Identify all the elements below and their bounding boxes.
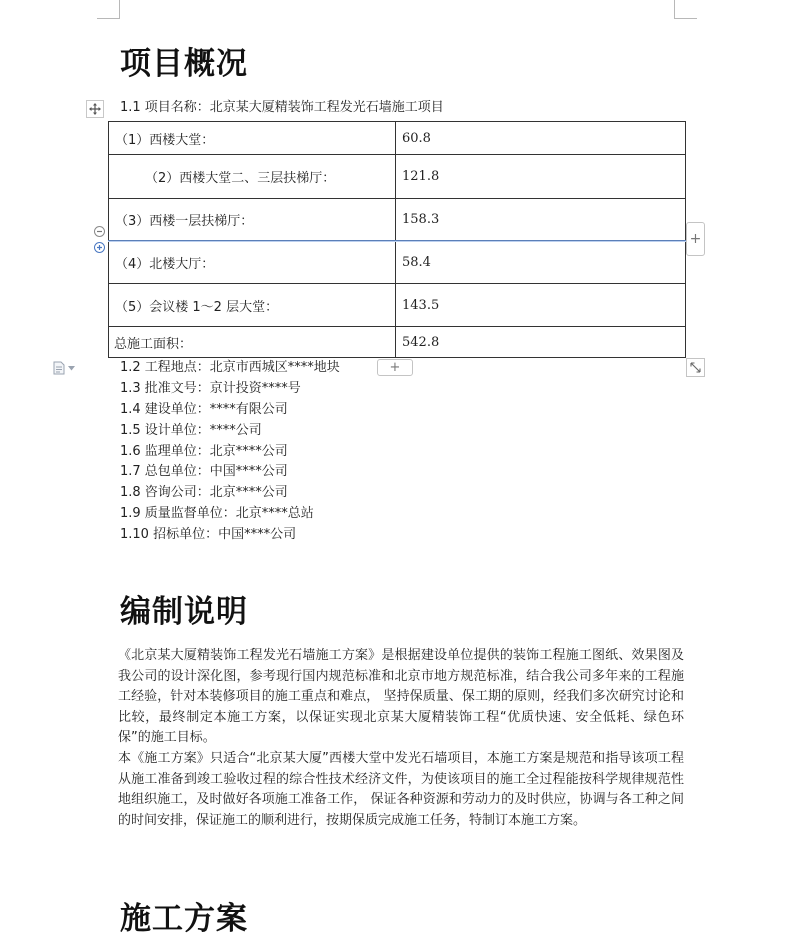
body-paragraph: 本《施工方案》只适合“北京某大厦”西楼大堂中发光石墙项目，本施工方案是规范和指导该项工程从施工准备到竣工验收过程的综合性技术经济文件，为使该项目的施工全过程能按科学规律规范性地组织施工，及时做好各项施工准备工作， 保证各种资源和劳动力的及时供应，协调与各工种之间的时间安排，保证施工的顺利进行，按期保质完成施工任务，特制订本施工方案。 xyxy=(118,751,684,828)
triangle-down-icon xyxy=(68,366,75,371)
info-line: 1.4 建设单位：****有限公司 xyxy=(120,402,288,417)
info-line: 1.8 咨询公司：北京****公司 xyxy=(120,485,288,500)
info-line: 1.2 工程地点：北京市西城区****地块 xyxy=(120,360,340,375)
table-cell-value[interactable]: 542.8 xyxy=(396,327,686,358)
table-cell-label[interactable]: （1）西楼大堂： xyxy=(109,122,396,155)
minus-circle-icon[interactable] xyxy=(94,226,105,237)
page-corner-mark-right xyxy=(674,0,697,19)
table-resize-handle[interactable] xyxy=(686,358,705,377)
table-cell-value[interactable]: 58.4 xyxy=(396,241,686,284)
info-line: 1.6 监理单位：北京****公司 xyxy=(120,444,288,459)
plus-circle-icon[interactable] xyxy=(94,242,105,253)
table-row xyxy=(109,327,686,358)
table-cell-label[interactable]: 总施工面积： xyxy=(109,327,396,358)
page-corner-mark-left xyxy=(97,0,120,19)
table-row xyxy=(109,284,686,327)
row-insert-guide-line xyxy=(108,241,686,242)
project-name-line: 1.1 项目名称：北京某大厦精装饰工程发光石墙施工项目 xyxy=(120,100,444,115)
heading-project-overview: 项目概况 xyxy=(120,46,248,82)
heading-compilation-notes: 编制说明 xyxy=(120,594,248,630)
info-line: 1.9 质量监督单位：北京****总站 xyxy=(120,506,314,521)
document-icon xyxy=(53,361,65,375)
paragraph-handle[interactable] xyxy=(53,360,81,376)
table-cell-label[interactable]: （2）西楼大堂二、三层扶梯厅： xyxy=(109,155,396,199)
table-move-handle[interactable] xyxy=(86,100,104,118)
table-row xyxy=(109,155,686,199)
table-cell-value[interactable]: 121.8 xyxy=(396,155,686,199)
diagonal-resize-icon xyxy=(690,362,701,373)
table-cell-label[interactable]: （4）北楼大厅： xyxy=(109,241,396,284)
table-row xyxy=(109,122,686,155)
info-line: 1.10 招标单位：中国****公司 xyxy=(120,527,297,542)
table-cell-label[interactable]: （5）会议楼 1～2 层大堂： xyxy=(109,284,396,327)
table-cell-label[interactable]: （3）西楼一层扶梯厅： xyxy=(109,199,396,241)
body-paragraph: 《北京某大厦精装饰工程发光石墙施工方案》是根据建设单位提供的装饰工程施工图纸、效果图及我公司的设计深化图，参考现行国内规范标准和北京市地方规范标准，结合我公司多年来的工程施工经验，针对本装修项目的施工重点和难点， 坚持保质量、保工期的原则，经我们多次研究讨论和比较，最终制定本施工方案，以保证实现北京某大厦精装饰工程“优质快速、安全低耗、绿色环保”的施工目标。 xyxy=(118,648,684,746)
move-cross-icon xyxy=(89,103,101,115)
info-line: 1.5 设计单位：****公司 xyxy=(120,423,262,438)
table-cell-value[interactable]: 60.8 xyxy=(396,122,686,155)
info-line: 1.7 总包单位：中国****公司 xyxy=(120,464,288,479)
add-column-button[interactable]: + xyxy=(686,222,705,256)
heading-construction-plan: 施工方案 xyxy=(120,901,248,937)
table-cell-value[interactable]: 158.3 xyxy=(396,199,686,241)
table-row xyxy=(109,241,686,284)
table-cell-value[interactable]: 143.5 xyxy=(396,284,686,327)
info-line: 1.3 批准文号：京计投资****号 xyxy=(120,381,301,396)
add-row-button[interactable]: + xyxy=(377,359,413,376)
area-table xyxy=(108,121,686,358)
table-row xyxy=(109,199,686,241)
